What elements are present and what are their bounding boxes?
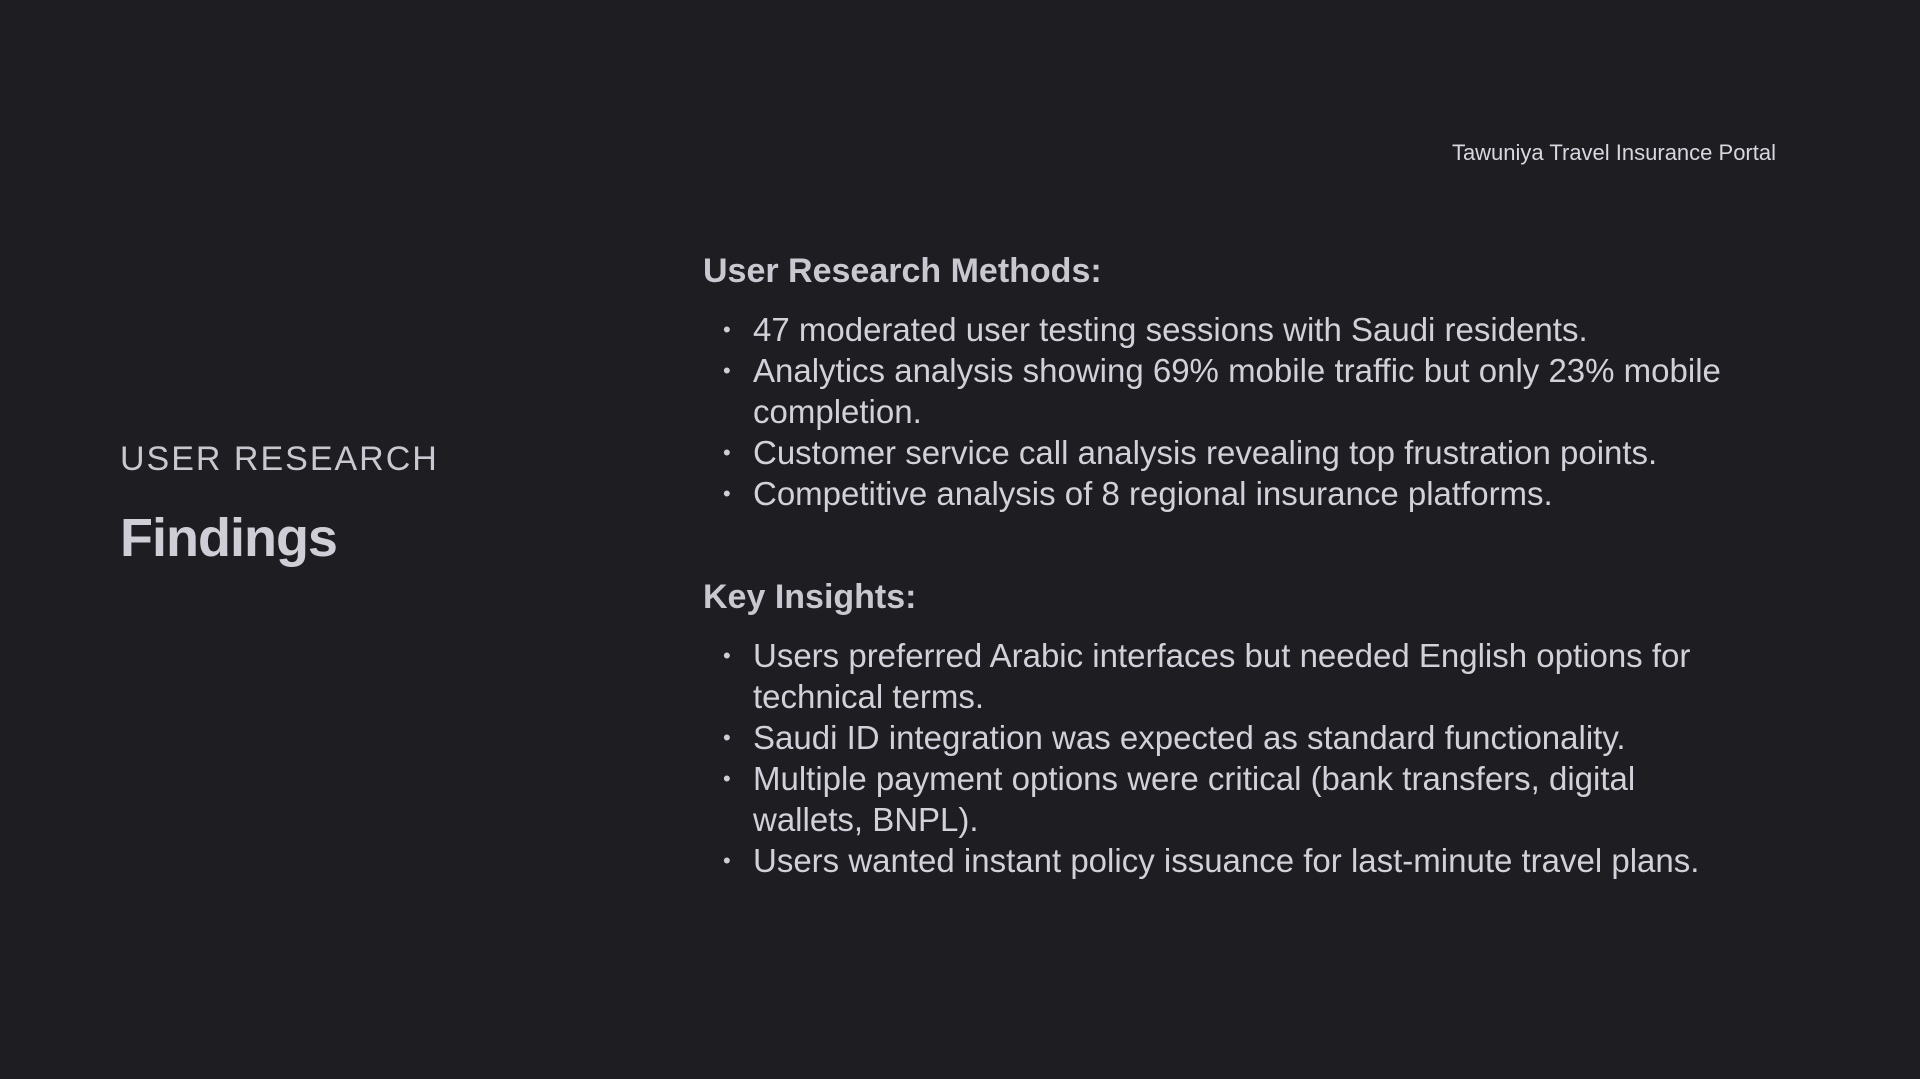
list-item <box>703 840 1753 881</box>
list-item <box>703 432 1753 473</box>
list-item-text: Analytics analysis showing 69% mobile traffic but only 23% mobile completion. <box>753 352 1721 430</box>
list-item <box>703 473 1753 514</box>
list-item <box>703 350 1753 432</box>
list-item-text: 47 moderated user testing sessions with Saudi residents. <box>753 311 1588 348</box>
bullet-icon: • <box>723 643 731 668</box>
methods-list <box>703 309 1753 514</box>
list-item-text: Users wanted instant policy issuance for last-minute travel plans. <box>753 842 1700 879</box>
methods-title: User Research Methods: <box>703 252 1102 290</box>
section-label-block <box>120 440 439 569</box>
content-column <box>703 252 1753 881</box>
list-item <box>703 758 1753 840</box>
page-heading: Findings <box>120 508 337 568</box>
bullet-icon: • <box>723 440 731 465</box>
list-item <box>703 309 1753 350</box>
insights-title: Key Insights: <box>703 578 917 616</box>
list-item <box>703 717 1753 758</box>
list-item-text: Multiple payment options were critical (bank transfers, digital wallets, BNPL). <box>753 760 1636 838</box>
bullet-icon: • <box>723 481 731 506</box>
list-item-text: Customer service call analysis revealing top frustration points. <box>753 434 1658 471</box>
insights-section <box>703 578 1753 881</box>
list-item <box>703 635 1753 717</box>
list-item-text: Users preferred Arabic interfaces but needed English options for technical terms. <box>753 637 1691 715</box>
bullet-icon: • <box>723 358 731 383</box>
insights-list <box>703 635 1753 881</box>
bullet-icon: • <box>723 766 731 791</box>
methods-section <box>703 252 1753 514</box>
eyebrow-label: USER RESEARCH <box>120 440 439 478</box>
list-item-text: Saudi ID integration was expected as standard functionality. <box>753 719 1626 756</box>
project-title: Tawuniya Travel Insurance Portal <box>1451 140 1776 165</box>
bullet-icon: • <box>723 725 731 750</box>
bullet-icon: • <box>723 848 731 873</box>
bullet-icon: • <box>723 317 731 342</box>
list-item-text: Competitive analysis of 8 regional insurance platforms. <box>753 475 1553 512</box>
